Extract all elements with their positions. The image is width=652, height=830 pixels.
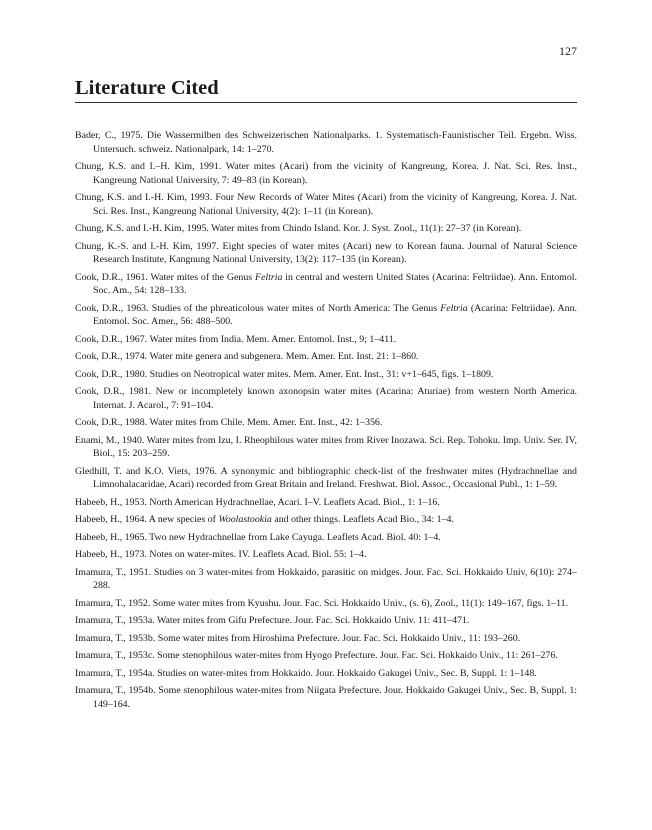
reference-entry: [75, 222, 577, 236]
reference-text: Imamura, T., 1953c. Some stenophilous water-mites from Hyogo Prefecture. Jour. Fac. Sci. Hokkaido Univ., 11: 261–276.: [75, 650, 558, 661]
reference-genus-italic: Feltria: [254, 271, 283, 283]
reference-text: Cook, D.R., 1981. New or incompletely known axonopsin water mites (Acarina: Aturiae) from western North America. Internat. J. Acarol., 7: 91–104.: [75, 386, 577, 411]
reference-text: Habeeb, H., 1973. Notes on water-mites. IV. Leaflets Acad. Biol. 55: 1–4.: [75, 549, 367, 560]
reference-entry: [75, 333, 577, 347]
reference-text: Chung, K.S. and I.-H. Kim, 1995. Water mites from Chindo Island. Kor. J. Syst. Zool., 11(1): 27–37 (in Korean).: [75, 223, 522, 234]
reference-text: Chung, K.S. and I.–H. Kim, 1991. Water mites (Acari) from the vicinity of Kangreung, Korea. J. Nat. Sci. Res. Inst., Kangreung National University, 7: 49–83 (in Korean).: [75, 161, 577, 186]
reference-entry: [75, 434, 577, 461]
reference-text: Enami, M., 1940. Water mites from Izu, I. Rheophilous water mites from River Inozawa. Sci. Rep. Tohoku. Imp. Univ. Ser. IV, Biol., 15: 203–259.: [75, 434, 577, 459]
reference-entry: [75, 531, 577, 545]
reference-text: Cook, D.R., 1974. Water mite genera and subgenera. Mem. Amer. Ent. Inst. 21: 1–860.: [75, 351, 419, 362]
reference-text: Imamura, T., 1952. Some water mites from Kyushu. Jour. Fac. Sci. Hokkaido Univ., (s. 6), Zool., 11(1): 149–167, figs. 1–11.: [75, 597, 569, 609]
reference-entry: [75, 614, 577, 628]
reference-entry: [75, 385, 577, 412]
reference-entry: [75, 416, 577, 430]
reference-genus-italic: Feltria: [440, 302, 468, 314]
reference-text: Imamura, T., 1953b. Some water mites from Hiroshima Prefecture. Jour. Fac. Sci. Hokkaido Univ., 11: 193–260.: [75, 632, 521, 644]
reference-text-post: and other things. Leaflets Acad Bio., 34: 1–4.: [271, 514, 454, 525]
reference-entry: [75, 566, 577, 593]
page-number: 127: [559, 44, 577, 58]
reference-text: Imamura, T., 1954a. Studies on water-mites from Hokkaido. Jour. Hokkaido Gakugei Univ., Sec. B, Suppl. 1: 1–148.: [75, 667, 537, 679]
reference-text: Cook, D.R., 1980. Studies on Neotropical water mites. Mem. Amer. Ent. Inst., 31: v+1–645, figs. 1–1809.: [75, 368, 494, 380]
reference-text: Bader, C., 1975. Die Wassermilben des Schweizerischen Nationalparks. 1. Systematisch-Faunistischer Teil. Ergebn. Wiss. Untersuch. schweiz. Nationalpark, 14: 1–270.: [75, 130, 577, 155]
reference-text: Chung, K.S. and I.-H. Kim, 1993. Four New Records of Water Mites (Acari) from the vicinity of Kangreung, Korea. J. Nat. Sci. Res. Inst., Kangreung National University, 4(2): 1–11 (in Korean).: [75, 192, 577, 217]
reference-list: [75, 129, 577, 715]
reference-entry: [75, 240, 577, 267]
reference-text: Cook, D.R., 1967. Water mites from India. Mem. Amer. Entomol. Inst., 9; 1–411.: [75, 333, 397, 345]
reference-text: Imamura, T., 1951. Studies on 3 water-mites from Hokkaido, parasitic on midges. Jour. Fac. Sci. Hokkaido Univ, 6(10): 274–288.: [75, 566, 577, 591]
heading-rule: [75, 102, 577, 103]
reference-text-pre: Cook, D.R., 1963. Studies of the phreaticolous water mites of North America: The Genus: [75, 302, 441, 314]
reference-text: Gledhill, T. and K.O. Viets, 1976. A synonymic and bibliographic check-list of the freshwater mites (Hydrachnellae and Limnohalacaridae, Acari) recorded from Great Britain and Ireland. Freshwat. Biol. Assoc., Occasional Publ., 1: 1–59.: [75, 465, 577, 490]
page-title: Literature Cited: [75, 77, 219, 99]
reference-entry: [75, 649, 577, 663]
reference-text-pre: Habeeb, H., 1964. A new species of: [75, 514, 219, 525]
reference-text-post: (Acarina: Feltriidae). Ann. Entomol. Soc. Amer., 56: 488–500.: [93, 302, 578, 327]
reference-entry: [75, 191, 577, 218]
reference-entry: [75, 632, 577, 646]
reference-text-post: in central and western United States (Acarina: Feltriidae). Ann. Entomol. Soc. Am., 54: 128–133.: [93, 271, 577, 296]
reference-entry: [75, 684, 577, 711]
reference-entry: [75, 513, 577, 527]
reference-entry: [75, 271, 577, 298]
reference-text: Habeeb, H., 1965. Two new Hydrachnellae from Lake Cayuga. Leaflets Acad. Biol. 40: 1–4.: [75, 531, 441, 543]
reference-text: Chung, K.-S. and I.-H. Kim, 1997. Eight species of water mites (Acari) new to Korean fauna. Journal of Natural Science Research Institute, Kangnung National University, 13(2): 117–135 (in Korean).: [75, 240, 577, 265]
reference-entry: [75, 465, 577, 492]
reference-text-pre: Cook, D.R., 1961. Water mites of the Genus: [75, 271, 255, 283]
reference-entry: [75, 302, 577, 329]
reference-entry: [75, 597, 577, 611]
reference-entry: [75, 350, 577, 364]
reference-text: Cook, D.R., 1988. Water mites from Chile. Mem. Amer. Ent. Inst., 42: 1–356.: [75, 417, 383, 428]
reference-entry: [75, 667, 577, 681]
reference-entry: [75, 368, 577, 382]
reference-text: Habeeb, H., 1953. North American Hydrachnellae, Acari. I–V. Leaflets Acad. Biol., 1: 1–16.: [75, 496, 440, 508]
reference-text: Imamura, T., 1953a. Water mites from Gifu Prefecture. Jour. Fac. Sci. Hokkaido Univ. 11: 411–471.: [75, 615, 470, 626]
reference-entry: [75, 496, 577, 510]
reference-entry: [75, 548, 577, 562]
reference-entry: [75, 129, 577, 156]
reference-genus-italic: Woolastookia: [218, 514, 272, 525]
reference-text: Imamura, T., 1954b. Some stenophilous water-mites from Niigata Prefecture. Jour. Hokkaido Gakugei Univ., Sec. B, Suppl. 1: 149–164.: [75, 685, 577, 710]
reference-entry: [75, 160, 577, 187]
